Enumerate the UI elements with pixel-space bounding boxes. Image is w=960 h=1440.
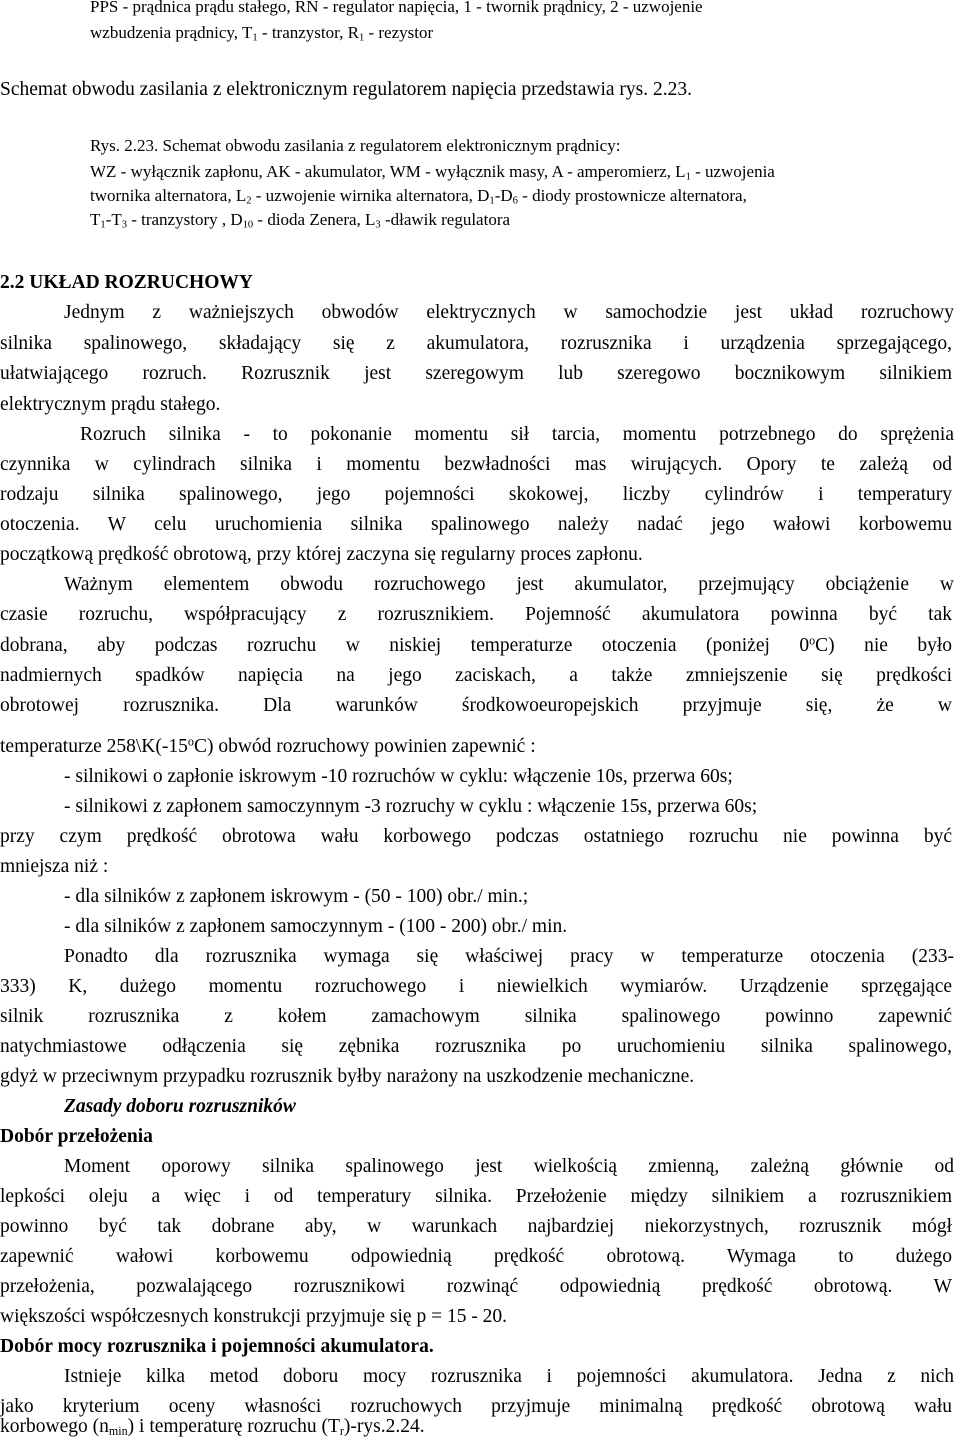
- body-line: Moment oporowy silnika spalinowego jest wielkością zmienną, zależną głównie od: [64, 1156, 954, 1177]
- body-line: [0, 633, 952, 659]
- caption-text: - uzwojenia: [690, 162, 775, 181]
- body-line: lepkości oleju a więc i od temperatury silnika. Przełożenie między silnikiem a rozrusznikiem: [0, 1186, 952, 1207]
- body-line: otoczenia. W celu uruchomienia silnika spalinowego należy nadać jego wałowi korbowemu: [0, 514, 952, 535]
- body-line: silnika spalinowego, składający się z akumulatora, rozrusznika i urządzenia sprzegającego,: [0, 333, 952, 354]
- body-line: silnik rozrusznika z kołem zamachowym silnika spalinowego powinno zapewnić: [0, 1006, 952, 1027]
- body-text: korbowego (n: [0, 1416, 109, 1437]
- subheading-dobor-mocy: Dobór mocy rozrusznika i pojemności akumulatora.: [0, 1336, 434, 1357]
- caption-text: -dławik regulatora: [380, 210, 511, 229]
- subscript: 3: [375, 219, 381, 231]
- body-line: powinno być tak dobrane aby, w warunkach najbardziej niekorzystnych, rozrusznik mógł: [0, 1216, 952, 1237]
- caption-text: T: [90, 210, 101, 229]
- figure-caption-line: [90, 22, 960, 44]
- superscript: o: [187, 734, 194, 749]
- figure-caption-line: [90, 185, 960, 207]
- subscript: min: [108, 1424, 128, 1439]
- body-text: ) i temperaturę rozruchu (T: [127, 1416, 340, 1437]
- section-heading: 2.2 UKŁAD ROZRUCHOWY: [0, 272, 253, 293]
- subscript: 1: [685, 171, 691, 183]
- list-item: - dla silników z zapłonem samoczynnym - (100 - 200) obr./ min.: [64, 916, 568, 937]
- caption-text: -T: [105, 210, 122, 229]
- list-item: - silnikowi o zapłonie iskrowym -10 rozruchów w cyklu: włączenie 10s, przerwa 60s;: [64, 766, 733, 787]
- caption-text: - dioda Zenera, L: [253, 210, 376, 229]
- body-line: jako kryterium oceny własności rozruchowych przyjmuje minimalną prędkość obrotową wału: [0, 1396, 952, 1417]
- body-line: zapewnić wałowi korbowemu odpowiednią prędkość obrotową. Wymaga to dużego: [0, 1246, 952, 1267]
- figure-caption-line: [90, 161, 960, 183]
- body-line: Istnieje kilka metod doboru mocy rozrusznika i pojemności akumulatora. Jedna z nich: [64, 1366, 954, 1387]
- body-text: dobrana, aby podczas rozruchu w niskiej temperaturze otoczenia (poniżej 0: [0, 635, 810, 656]
- body-line: gdyż w przeciwnym przypadku rozrusznik byłby narażony na uszkodzenie mechaniczne.: [0, 1066, 695, 1087]
- body-line: większości współczesnych konstrukcji przyjmuje się p = 15 - 20.: [0, 1306, 508, 1327]
- body-line: mniejsza niż :: [0, 856, 109, 877]
- body-line: 333) K, dużego momentu rozruchowego i niewielkich wymiarów. Urządzenie sprzęgające: [0, 976, 952, 997]
- body-line: przełożenia, pozwalającego rozrusznikowi rozwinąć odpowiednią prędkość obrotową. W: [0, 1276, 952, 1297]
- caption-text: WZ - wyłącznik zapłonu, AK - akumulator, WM - wyłącznik masy, A - amperomierz, L: [90, 162, 686, 181]
- subheading-zasady: Zasady doboru rozruszników: [64, 1096, 296, 1117]
- caption-text: wzbudzenia prądnicy, T: [90, 23, 253, 42]
- subscript: r: [339, 1424, 344, 1439]
- body-line: [0, 734, 952, 760]
- subscript: 6: [512, 195, 518, 207]
- body-line: rodzaju silnika spalinowego, jego pojemności skokowej, liczby cylindrów i temperatury: [0, 484, 952, 505]
- caption-text: - rezystor: [364, 23, 434, 42]
- subscript: 2: [246, 195, 252, 207]
- body-line: elektrycznym prądu stałego.: [0, 394, 221, 415]
- superscript: o: [809, 633, 816, 648]
- body-line: ułatwiającego rozruch. Rozrusznik jest szeregowym lub szeregowo bocznikowym silnikiem: [0, 363, 952, 384]
- figure-caption-line: PPS - prądnica prądu stałego, RN - regulator napięcia, 1 - twornik prądnicy, 2 - uzwojenie: [90, 0, 703, 16]
- body-line: obrotowej rozrusznika. Dla warunków środkowoeuropejskich przyjmuje się, że w: [0, 695, 952, 716]
- caption-text: - tranzystory , D: [126, 210, 243, 229]
- body-line: natychmiastowe odłączenia się zębnika rozrusznika po uruchomieniu silnika spalinowego,: [0, 1036, 952, 1057]
- caption-text: - uzwojenie wirnika alternatora, D: [251, 186, 490, 205]
- subscript: 1: [489, 195, 495, 207]
- caption-text: - tranzystor, R: [257, 23, 359, 42]
- body-text: )-rys.2.24.: [343, 1416, 425, 1437]
- body-line: Jednym z ważniejszych obwodów elektrycznych w samochodzie jest układ rozruchowy: [64, 302, 954, 323]
- body-line: czynnika w cylindrach silnika i momentu bezwładności mas wirujących. Opory te zależą od: [0, 454, 952, 475]
- body-text: C) nie było: [815, 635, 952, 656]
- body-line: Schemat obwodu zasilania z elektronicznym regulatorem napięcia przedstawia rys. 2.23.: [0, 79, 692, 100]
- body-line: Rozruch silnika - to pokonanie momentu sił tarcia, momentu potrzebnego do sprężenia: [80, 424, 954, 445]
- body-text: temperaturze 258\K(-15: [0, 736, 188, 757]
- body-line: czasie rozruchu, współpracujący z rozrusznikiem. Pojemność akumulatora powinna być tak: [0, 604, 952, 625]
- body-line: Ponadto dla rozrusznika wymaga się właściwej pracy w temperaturze otoczenia (233-: [64, 946, 954, 967]
- caption-text: twornika alternatora, L: [90, 186, 247, 205]
- subscript: 10: [242, 219, 254, 231]
- figure-caption-line: Rys. 2.23. Schemat obwodu zasilania z regulatorem elektronicznym prądnicy:: [90, 136, 621, 155]
- body-line: Ważnym elementem obwodu rozruchowego jest akumulator, przejmujący obciążenie w: [64, 574, 954, 595]
- figure-caption-line: [90, 209, 960, 231]
- caption-text: - diody prostownicze alternatora,: [517, 186, 747, 205]
- subscript: 3: [121, 219, 127, 231]
- subscript: 1: [252, 32, 258, 44]
- body-line: nadmiernych spadków napięcia na jego zaciskach, a także zmniejszenie się prędkości: [0, 665, 952, 686]
- body-text: C) obwód rozruchowy powinien zapewnić :: [193, 736, 536, 757]
- caption-text: -D: [494, 186, 513, 205]
- body-line: początkową prędkość obrotową, przy której zaczyna się regularny proces zapłonu.: [0, 544, 643, 565]
- list-item: - dla silników z zapłonem iskrowym - (50 - 100) obr./ min.;: [64, 886, 529, 907]
- subscript: 1: [358, 32, 365, 44]
- body-line: [0, 1414, 952, 1440]
- list-item: - silnikowi z zapłonem samoczynnym -3 rozruchy w cyklu : włączenie 15s, przerwa 60s;: [64, 796, 758, 817]
- subscript: 1: [100, 219, 106, 231]
- body-line: przy czym prędkość obrotowa wału korbowego podczas ostatniego rozruchu nie powinna być: [0, 826, 952, 847]
- subheading-dobor-przelozenia: Dobór przełożenia: [0, 1126, 153, 1147]
